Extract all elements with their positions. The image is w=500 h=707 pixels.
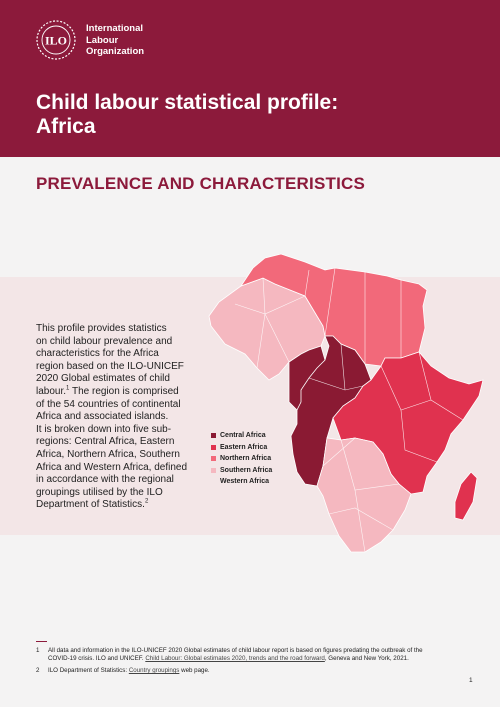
country-groupings-link[interactable]: Country groupings [128,667,180,674]
legend-item-northern-africa: Northern Africa [211,453,272,465]
legend-item-western-africa: Western Africa [220,478,270,486]
legend-item-southern-africa: Southern Africa [211,465,272,477]
africa-region-map [205,240,495,560]
footnote-ref-2: 2 [144,498,149,505]
section-title: PREVALENCE AND CHARACTERISTICS [36,174,366,193]
page-title: Child labour statistical profile: Africa [36,91,339,138]
ilo-logo-icon [34,18,78,62]
legend-item-central-africa: Central Africa [211,430,272,442]
legend-swatch [211,456,216,461]
legend-item-eastern-africa: Eastern Africa [211,442,272,454]
legend-swatch [211,433,216,438]
intro-paragraph: This profile provides statistics on child labour prevalence and characteristics for the Africa region based on the ILO-UNICEF 2020 Global estimates of child labour.$^1$ The region is comprised of the 54 countries of continental Africa and associated islands. It is broken down into five sub- regions: Central Africa, Eastern Africa, Northern Africa, Southern Africa and Western Africa, defined in accordance with the regional groupings utilised by the ILO Department of Statistics.$^2$ [36,323,188,511]
header-banner [0,0,500,157]
map-region-madagascar [455,472,477,520]
logo-text: ILO [44,33,68,48]
legend-swatch [211,445,216,450]
report-link[interactable]: Child Labour: Global estimates 2020, trends and the road forward [145,655,325,663]
map-legend [211,430,272,488]
org-name: International Labour Organization [86,23,145,57]
legend-swatch [211,468,216,473]
footnote-ref-1: 1 [66,385,70,392]
footnote-divider [36,641,47,642]
page-number: 1 [469,677,473,684]
